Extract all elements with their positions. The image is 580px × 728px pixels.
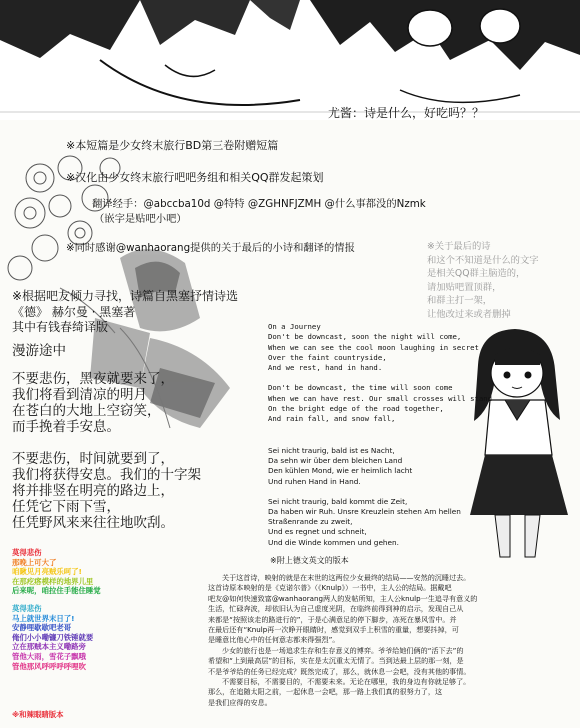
gray-note-line: 让他改过来或者删掉 [427, 308, 511, 320]
poem-en-line [268, 373, 492, 383]
gray-note-line: 和群主打一架， [427, 295, 493, 306]
gray-note [427, 240, 539, 321]
poem-intro-line: ※根据吧友倾力寻找，诗篇自黑塞抒情诗选 [12, 289, 239, 303]
poem-cn-line: 我们将获得安息。我们的十字架 [12, 467, 201, 483]
poem-cn-line: 任凭它下雨下雪， [12, 499, 120, 515]
poem-intro [12, 289, 238, 336]
poem-cn-line: 将并排竖在明亮的路边上， [12, 483, 174, 499]
poem-de-line: Straßenrande zu zweit, [268, 517, 353, 527]
poem-de-line: Und die Winde kommen und gehen. [268, 537, 399, 547]
essay-line: 少女的旅行也是一场追求生存和生存意义的博弈。爷爷给她们俩的“活下去”的 [222, 645, 464, 655]
poem-cn-stanza-1 [12, 371, 174, 435]
poem-en-line: When we can have rest. Our small crosses will stand [268, 393, 493, 403]
rainbow-poem-line: 莫得悲伤 [12, 548, 42, 557]
rainbow-poem-line: 立在那贼本主义嘞路旁 [12, 642, 86, 652]
gray-note-line: 请加贴吧置顶群， [427, 281, 502, 293]
essay-line: 是我们应得的安息。 [208, 697, 272, 707]
rainbow-poem-line: 管他大雨，雪花子飘哦 [12, 651, 86, 661]
credits-line-5: ※同时感谢@wanhaorang提供的关于最后的小诗和翻译的情报 [66, 242, 355, 254]
gray-note-line: 和这个不知道是什么的文字 [427, 254, 539, 266]
poem-cn-line: 不要悲伤，黑夜就要来了， [12, 371, 174, 387]
top-panel-art [0, 0, 580, 120]
poem-de-line: Den kühlen Mond, wie er heimlich lacht [268, 466, 413, 476]
poem-en [268, 322, 492, 425]
credits-line-3: 翻译经手：@abccba10d @特特 @ZGHNFJZMH @什么事都没的Nzmk [92, 198, 426, 210]
essay-line: 吧友@如何快速致富@wanhaorang两人的发帖所知，主人公knulp一生追寻有意义的 [208, 593, 478, 603]
essay-line: 在最后还有“Knulp再一次睁开眼睛时，感觉到双手上积雪的重量，想要抖掉，可 [208, 625, 459, 635]
poem-intro-line: 其中有钱春绮译版 [12, 320, 109, 334]
rainbow-poem-line: 在那疙瘩模样的地界儿里 [12, 576, 94, 586]
poem-de [268, 446, 461, 548]
poem-de-line: Und ruhen Hand in Hand. [268, 476, 361, 486]
poem-cn-line: 我们将看到清凉的明月 [12, 387, 147, 403]
poem-en-line: On a Journey [268, 322, 321, 331]
rainbow-poem-footer: ※和辣眼睛版本 [12, 710, 64, 719]
poem-de-line: Sei nicht traurig, bald kommt die Zeit, [268, 496, 408, 506]
rainbow-poem-line: 后来呢，咱拉住手能住睡觉 [12, 586, 101, 596]
rainbow-poem-line: 莫得悲伤 [12, 603, 42, 613]
title-line: 尤酱：诗是什么，好吃吗？？ [328, 106, 485, 120]
gray-note-line: 是相关QQ群主脑造的， [427, 268, 526, 279]
essay [208, 573, 477, 708]
poem-en-line: And rain fall, and snow fall, [268, 414, 396, 424]
rainbow-poem-line: 管他那风呼呼呼呼哩吹 [12, 661, 86, 671]
credits-line-2: ※汉化由少女终末旅行吧吧务组和相关QQ群发起策划 [66, 171, 324, 184]
rainbow-poem [12, 548, 101, 671]
rainbow-poem-line: 俺们小小嘞镰刀铁锤就要 [12, 632, 94, 642]
essay-line: 关于这首诗，映射的就是在末世的这两位少女最终的结局——安然的沉睡过去。 [222, 573, 471, 582]
rainbow-poem-line: 安静哩歇歇吧老哥 [12, 623, 72, 633]
rainbow-poem-line: 那晚上可大了 [12, 557, 57, 567]
gray-note-line: ※关于最后的诗 [427, 241, 491, 252]
poem-en-line: Don't be downcast, the time will soon come [268, 383, 453, 393]
poem-en-line: Over the faint countryside, [268, 352, 387, 362]
poem-de-line [268, 487, 461, 497]
poem-cn-title: 漫游途中 [12, 343, 66, 359]
essay-line: 不是爷爷给的任务已经完成？既然完成了，那么，就休息一会吧，没有其他的事情。 [208, 666, 471, 676]
essay-line: 这首诗原本映射的是《克诺尔普》（《Knulp》）一书中，主人公的结局。据戴吧 [208, 583, 452, 593]
poem-en-line: And we rest, hand in hand. [268, 363, 383, 373]
essay-line: 生活，忙碌奔波，却依旧认为自己虚度光阴，在临终前得到神的启示，发现自己从 [208, 604, 464, 614]
poem-de-line: Und es regnet und schneit, [268, 527, 367, 537]
credits-line-4: （嵌字是贴吧小吧） [94, 213, 187, 225]
essay-line: 那么，在追随太阳之前，一起休息一会吧，那一路上我们真的很努力了，这 [208, 687, 443, 697]
poem-cn-line: 任凭野风来来往往地吹刮。 [12, 515, 174, 531]
poem-de-line: Sei nicht traurig, bald ist es Nacht, [268, 446, 395, 455]
poem-en-line: On the bright edge of the road together, [268, 404, 444, 414]
poem-intro-line: 《德》 赫尔曼 · 黑塞著 [12, 304, 136, 319]
essay-line: 希望和“上到最高层”的目标，实在是太沉重太无情了。当到达最上层的那一刻，是 [208, 656, 464, 666]
poem-cn-line: 而手挽着手安息。 [12, 419, 120, 435]
essay-line: 不需要目标，不需要目的，不需要未来。无论在哪里，我的身边有你就足够了。 [222, 677, 471, 687]
credits-line-1: ※本短篇是少女终末旅行BD第三卷附赠短篇 [66, 139, 279, 152]
poem-cn-stanza-2 [12, 451, 201, 531]
poem-de-line: Da sehn wir über dem bleichen Land [268, 456, 403, 466]
poem-en-line: When we can see the cool moon laughing in secret [268, 342, 479, 352]
poem-en-line: Don't be downcast, soon the night will come, [268, 332, 462, 342]
rainbow-poem-line: 马上就世界末日了! [12, 613, 75, 623]
poem-de-line: Da haben wir Ruh. Unsre Kreuzlein stehen Am hellen [268, 507, 461, 517]
poem-cn-line: 在苍白的大地上空窃笑， [12, 403, 161, 419]
poem-versions-note: ※附上德文英文的版本 [270, 556, 349, 565]
poem-cn-line: 不要悲伤，时间就要到了， [12, 451, 174, 467]
essay-line: 是睡意比他心中的任何意志都来得强烈”。 [208, 635, 340, 645]
essay-line: 来都是“按照该走的路进行的”，于是心满意足的停下脚步，冻死在暴风雪中。并 [208, 614, 457, 624]
rainbow-poem-line: 咱瞅见月亮贼乐呵了! [12, 567, 82, 577]
